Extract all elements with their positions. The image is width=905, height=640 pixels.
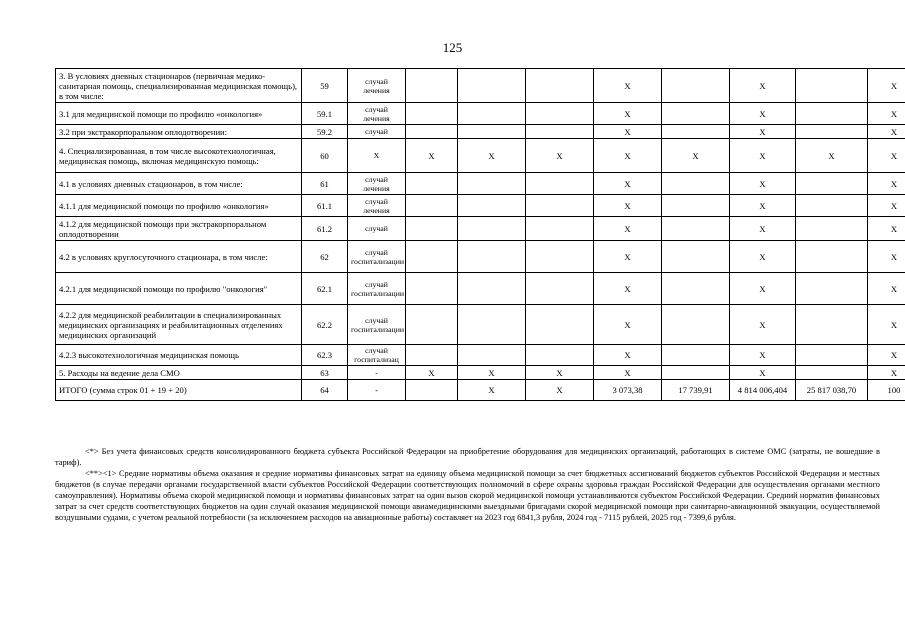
cell-code: 61.2 [302,217,348,241]
cell-code: 63 [302,366,348,380]
cell-c7: X [594,125,662,139]
cell-c11: X [868,241,905,273]
cell-c8 [662,273,730,305]
cell-c5 [458,217,526,241]
cell-unit: X [348,139,406,173]
cell-code: 60 [302,139,348,173]
cell-c4 [406,305,458,345]
table-row [56,305,905,345]
cell-c6: X [526,139,594,173]
table-row [56,345,905,366]
cell-name: 4.1 в условиях дневных стационаров, в том числе: [56,173,302,195]
cell-c7: X [594,195,662,217]
cell-c11: X [868,173,905,195]
cell-c11: X [868,273,905,305]
cell-c10 [796,69,868,103]
cell-unit: случай госпитализации [348,273,406,305]
cell-name: 4. Специализированная, в том числе высокотехнологичная, медицинская помощь, включая медицинскую помощь: [56,139,302,173]
footnotes [55,446,880,523]
cell-c11: X [868,69,905,103]
cell-c10 [796,217,868,241]
table-row [56,139,905,173]
cell-name: 4.2.2 для медицинской реабилитации в специализированных медицинских организациях и реабилитационных отделениях медицинских организаций [56,305,302,345]
cell-c5 [458,241,526,273]
cell-c6 [526,273,594,305]
cell-c8 [662,195,730,217]
page-number: 125 [442,40,463,55]
cell-name: 5. Расходы на ведение дела СМО [56,366,302,380]
cell-c5: X [458,380,526,401]
cell-c5 [458,305,526,345]
cell-c9: X [730,103,796,125]
cell-c6 [526,69,594,103]
table-row [56,195,905,217]
cell-code: 59.2 [302,125,348,139]
cell-unit: случай [348,125,406,139]
cell-c9: X [730,139,796,173]
cell-name: 3. В условиях дневных стационаров (первичная медико-санитарная помощь, специализированная медицинская помощь), в том числе: [56,69,302,103]
cell-c6 [526,345,594,366]
cell-c9: X [730,241,796,273]
cell-unit: случай [348,217,406,241]
cell-c4 [406,103,458,125]
expenditure-table [55,68,905,401]
cell-name: 4.1.1 для медицинской помощи по профилю «онкология» [56,195,302,217]
cell-c4: X [406,366,458,380]
cell-c7: X [594,69,662,103]
cell-c9: X [730,217,796,241]
cell-c7: X [594,217,662,241]
cell-c6: X [526,380,594,401]
cell-c9: X [730,366,796,380]
cell-c10 [796,305,868,345]
cell-c8: X [662,139,730,173]
cell-c8 [662,366,730,380]
cell-c11: X [868,139,905,173]
cell-c9: X [730,195,796,217]
cell-c6 [526,195,594,217]
cell-c5: X [458,366,526,380]
footnote-2: <**><1> Средние нормативы объема оказания и средние нормативы финансовых затрат на единицу объема медицинской помощи за счет бюджетных ассигнований бюджетов субъектов Российской Федерации и местных бюджетов (в случае передачи органами государственной власти субъектов Российской Федерации соответствующих полномочий в сфере охраны здоровья граждан Российской Федерации для осуществления органами местного самоуправления). Нормативы объема скорой медицинской помощи и нормативы финансовых затрат на один вызов скорой медицинской помощи устанавливаются субъектом Российской Федерации. Средний норматив финансовых затрат за счет средств соответствующих бюджетов на один случай оказания медицинской помощи авиамедицинскими выездными бригадами скорой медицинской помощи при санитарно-авиационной эвакуации, осуществляемой воздушными судами, с учетом реальной потребности (за исключением расходов на авиационные работы) составляет на 2023 год 6841,3 рубля, 2024 год - 7115 рублей, 2025 год - 7399,6 рубля. [55,469,880,522]
table-row [56,366,905,380]
cell-c4 [406,195,458,217]
cell-c8 [662,305,730,345]
cell-c8 [662,241,730,273]
cell-c4 [406,69,458,103]
cell-c9: X [730,305,796,345]
cell-name: 4.2.1 для медицинской помощи по профилю "онкология" [56,273,302,305]
cell-c7: X [594,273,662,305]
cell-c6: X [526,366,594,380]
cell-c4 [406,380,458,401]
cell-c8 [662,125,730,139]
cell-code: 61 [302,173,348,195]
cell-unit: случай госпитализации [348,305,406,345]
cell-unit: - [348,366,406,380]
cell-code: 59.1 [302,103,348,125]
cell-c9: X [730,273,796,305]
cell-code: 61.1 [302,195,348,217]
cell-c6 [526,173,594,195]
cell-c7: X [594,139,662,173]
cell-c4: X [406,139,458,173]
cell-c4 [406,217,458,241]
cell-c6 [526,241,594,273]
table-row [56,241,905,273]
cell-c8: 17 739,91 [662,380,730,401]
table-row [56,125,905,139]
cell-c5 [458,103,526,125]
cell-c9: X [730,69,796,103]
cell-c11: 100 [868,380,905,401]
cell-code: 64 [302,380,348,401]
cell-c5 [458,125,526,139]
cell-unit: - [348,380,406,401]
cell-c10: X [796,139,868,173]
cell-c4 [406,241,458,273]
cell-c10 [796,366,868,380]
cell-c10 [796,345,868,366]
cell-c10 [796,125,868,139]
cell-c8 [662,173,730,195]
cell-c11: X [868,103,905,125]
cell-c6 [526,305,594,345]
cell-c9: X [730,173,796,195]
cell-c5: X [458,139,526,173]
cell-code: 62.3 [302,345,348,366]
cell-unit: случай лечения [348,69,406,103]
cell-code: 62 [302,241,348,273]
cell-unit: случай госпитализации [348,241,406,273]
cell-c6 [526,217,594,241]
cell-c4 [406,173,458,195]
cell-c10 [796,273,868,305]
cell-c7: X [594,173,662,195]
cell-c8 [662,217,730,241]
cell-c8 [662,103,730,125]
cell-name: ИТОГО (сумма строк 01 + 19 + 20) [56,380,302,401]
cell-c4 [406,345,458,366]
cell-c5 [458,173,526,195]
cell-c4 [406,125,458,139]
cell-unit: случай лечения [348,195,406,217]
cell-unit: случай лечения [348,103,406,125]
table-row [56,173,905,195]
cell-c10 [796,173,868,195]
cell-c9: X [730,345,796,366]
cell-c10: 25 817 038,70 [796,380,868,401]
cell-c7: X [594,241,662,273]
cell-name: 4.1.2 для медицинской помощи при экстракорпоральном оплодотворении [56,217,302,241]
cell-unit: случай госпитализац [348,345,406,366]
cell-code: 59 [302,69,348,103]
cell-c11: X [868,366,905,380]
cell-c9: 4 814 006,404 [730,380,796,401]
cell-unit: случай лечения [348,173,406,195]
cell-c6 [526,103,594,125]
cell-name: 3.1 для медицинской помощи по профилю «онкология» [56,103,302,125]
table-row [56,69,905,103]
cell-c7: X [594,305,662,345]
table-row [56,103,905,125]
cell-c10 [796,103,868,125]
cell-c9: X [730,125,796,139]
cell-name: 4.2 в условиях круглосуточного стационара, в том числе: [56,241,302,273]
cell-c4 [406,273,458,305]
cell-c8 [662,69,730,103]
cell-c10 [796,241,868,273]
cell-c5 [458,273,526,305]
cell-c11: X [868,305,905,345]
cell-c5 [458,195,526,217]
cell-c11: X [868,217,905,241]
cell-c7: X [594,345,662,366]
table-row [56,380,905,401]
cell-c10 [796,195,868,217]
cell-c11: X [868,125,905,139]
table-row [56,217,905,241]
cell-c7: X [594,103,662,125]
cell-c11: X [868,195,905,217]
cell-c6 [526,125,594,139]
cell-c8 [662,345,730,366]
cell-c5 [458,69,526,103]
cell-c7: X [594,366,662,380]
cell-code: 62.2 [302,305,348,345]
footnote-1: <*> Без учета финансовых средств консолидированного бюджета субъекта Российской Федерации на приобретение оборудования для медицинских организаций, работающих в системе ОМС (затраты, не вошедшие в тариф). [55,447,880,467]
cell-c5 [458,345,526,366]
cell-c11: X [868,345,905,366]
table-row [56,273,905,305]
cell-c7: 3 073,38 [594,380,662,401]
cell-code: 62.1 [302,273,348,305]
cell-name: 3.2 при экстракорпоральном оплодотворении: [56,125,302,139]
cell-name: 4.2.3 высокотехнологичная медицинская помощь [56,345,302,366]
